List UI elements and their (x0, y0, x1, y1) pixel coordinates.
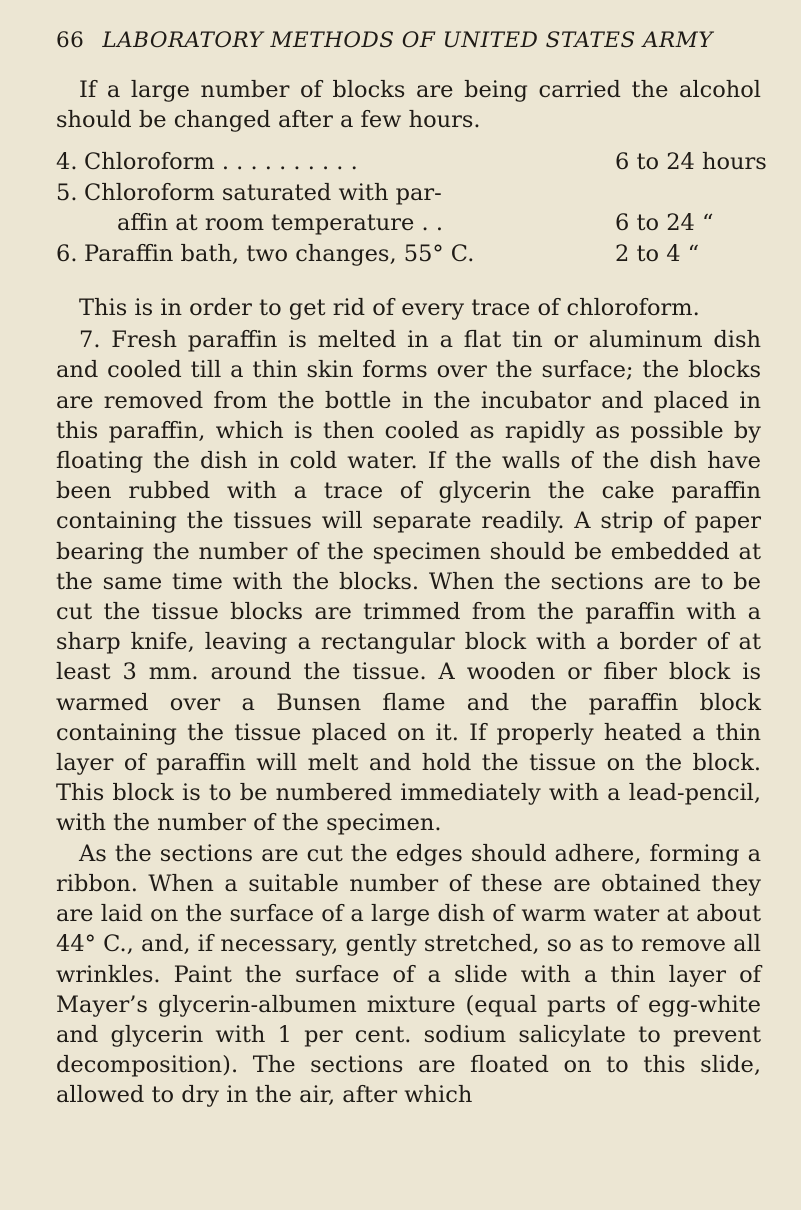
page-number: 66 (56, 28, 85, 53)
step-duration: 2 to 4 “ (615, 240, 700, 267)
step-number: 4. (56, 149, 78, 176)
procedure-steps (56, 147, 767, 269)
step-duration (615, 178, 761, 208)
step-description: Paraffin bath, two changes, 55° C. (84, 240, 475, 267)
step-row (56, 178, 761, 208)
step-row-continuation (56, 208, 761, 238)
running-head (56, 28, 761, 53)
step-row (56, 239, 761, 269)
paragraph-alcohol-change: If a large number of blocks are being carried the alcohol should be changed after a few hours. (56, 77, 761, 134)
paragraph-sections-ribbon: As the sections are cut the edges should adhere, forming a ribbon. When a suitable number of these are obtained they are laid on the surface of a large dish of warm water at about 44° C., and, if necessary, gently stretched, so as to remove all wrinkles. Paint the surface of a slide with a thin layer of Mayer’s glycerin-albumen mixture (equal parts of egg-white and glycerin with 1 per cent. sodium salicylate to prevent decomposition). The sections are floated on to this slide, allowed to dry in the air, after which (56, 840, 761, 1109)
step-row (56, 147, 767, 177)
step-description: Chloroform . . . . . . . . . . (84, 149, 358, 176)
running-title: LABORATORY METHODS OF UNITED STATES ARMY (102, 28, 713, 53)
step-description: affin at room temperature . . (117, 210, 443, 237)
step-number: 5. (56, 179, 78, 206)
step-number: 6. (56, 240, 78, 267)
step-description: Chloroform saturated with par- (84, 179, 442, 206)
step-duration: 6 to 24 “ (615, 210, 714, 237)
paragraph-chloroform-note: This is in order to get rid of every trace of chloroform. (79, 295, 700, 322)
step-duration: 6 to 24 hours (615, 149, 767, 176)
paragraph-step-7: 7. Fresh paraffin is melted in a flat tin or aluminum dish and cooled till a thin skin forms over the surface; the blocks are removed from the bottle in the incubator and placed in this paraffin, which is then cooled as rapidly as possible by floating the dish in cold water. If the walls of the dish have been rubbed with a trace of glycerin the cake paraffin containing the tissues will separate readily. A strip of paper bearing the number of the specimen should be embedded at the same time with the blocks. When the sections are to be cut the tissue blocks are trimmed from the paraffin with a sharp knife, leaving a rectangular block with a border of at least 3 mm. around the tissue. A wooden or fiber block is warmed over a Bunsen flame and the paraffin block containing the tissue placed on it. If properly heated a thin layer of paraffin will melt and hold the tissue on the block. This block is to be numbered immediately with a lead-pencil, with the number of the specimen. (56, 327, 761, 837)
